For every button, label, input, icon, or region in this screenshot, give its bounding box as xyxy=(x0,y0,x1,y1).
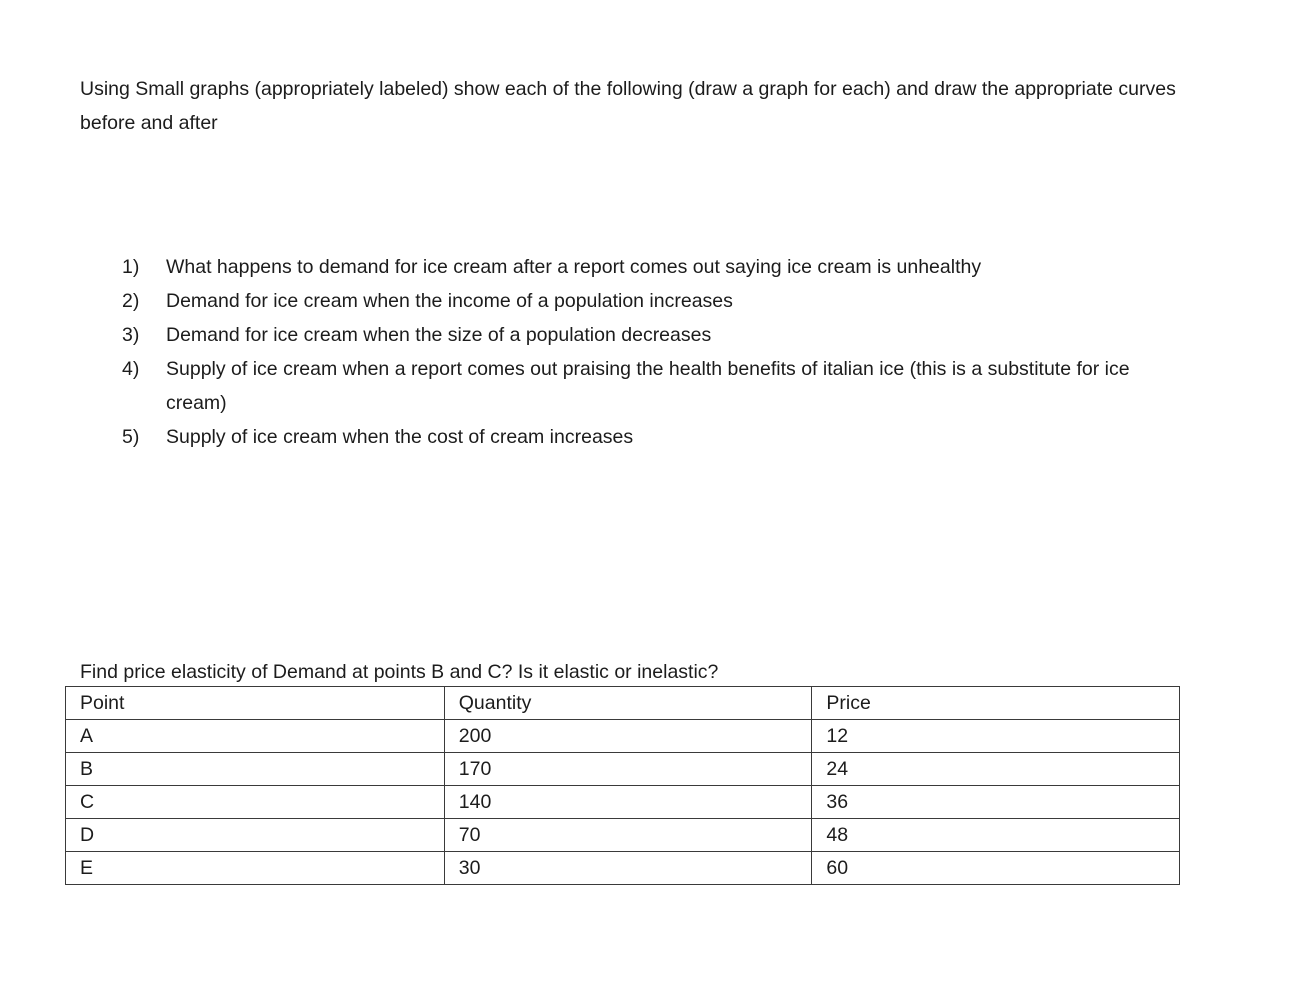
cell-price: 24 xyxy=(812,753,1180,786)
cell-price: 48 xyxy=(812,819,1180,852)
question-number: 4) xyxy=(122,358,140,380)
cell-point: A xyxy=(66,720,445,753)
question-text: What happens to demand for ice cream after a report comes out saying ice cream is unhealthy xyxy=(166,256,982,278)
table-row xyxy=(66,786,1180,819)
cell-quantity: 170 xyxy=(444,753,812,786)
header-price: Price xyxy=(812,687,1180,720)
cell-price: 36 xyxy=(812,786,1180,819)
cell-price: 12 xyxy=(812,720,1180,753)
question-item xyxy=(122,420,1182,454)
elasticity-data-table xyxy=(65,686,1180,885)
table-row xyxy=(66,720,1180,753)
question-text: Demand for ice cream when the size of a population decreases xyxy=(166,324,712,346)
question-number: 1) xyxy=(122,256,140,278)
question-item xyxy=(122,284,1182,318)
cell-quantity: 70 xyxy=(444,819,812,852)
table-row xyxy=(66,852,1180,885)
table-row xyxy=(66,819,1180,852)
table-header-row xyxy=(66,687,1180,720)
question-list xyxy=(122,250,1182,454)
cell-point: D xyxy=(66,819,445,852)
question-text: Demand for ice cream when the income of a population increases xyxy=(166,290,733,312)
cell-quantity: 30 xyxy=(444,852,812,885)
header-point: Point xyxy=(66,687,445,720)
cell-quantity: 140 xyxy=(444,786,812,819)
question-text: Supply of ice cream when the cost of cream increases xyxy=(166,426,634,448)
cell-price: 60 xyxy=(812,852,1180,885)
cell-point: B xyxy=(66,753,445,786)
question-number: 2) xyxy=(122,290,140,312)
question-number: 5) xyxy=(122,426,140,448)
question-item xyxy=(122,318,1182,352)
question-number: 3) xyxy=(122,324,140,346)
cell-point: E xyxy=(66,852,445,885)
table-row xyxy=(66,753,1180,786)
cell-point: C xyxy=(66,786,445,819)
question-text: Supply of ice cream when a report comes out praising the health benefits of italian ice (this is a substitute for ice cream) xyxy=(166,358,1130,414)
header-quantity: Quantity xyxy=(444,687,812,720)
question-item xyxy=(122,352,1182,420)
elasticity-question: Find price elasticity of Demand at points B and C? Is it elastic or inelastic? xyxy=(80,660,719,683)
intro-paragraph: Using Small graphs (appropriately labeled) show each of the following (draw a graph for each) and draw the appropriate curves before and after xyxy=(80,77,1176,134)
question-item xyxy=(122,250,1182,284)
cell-quantity: 200 xyxy=(444,720,812,753)
